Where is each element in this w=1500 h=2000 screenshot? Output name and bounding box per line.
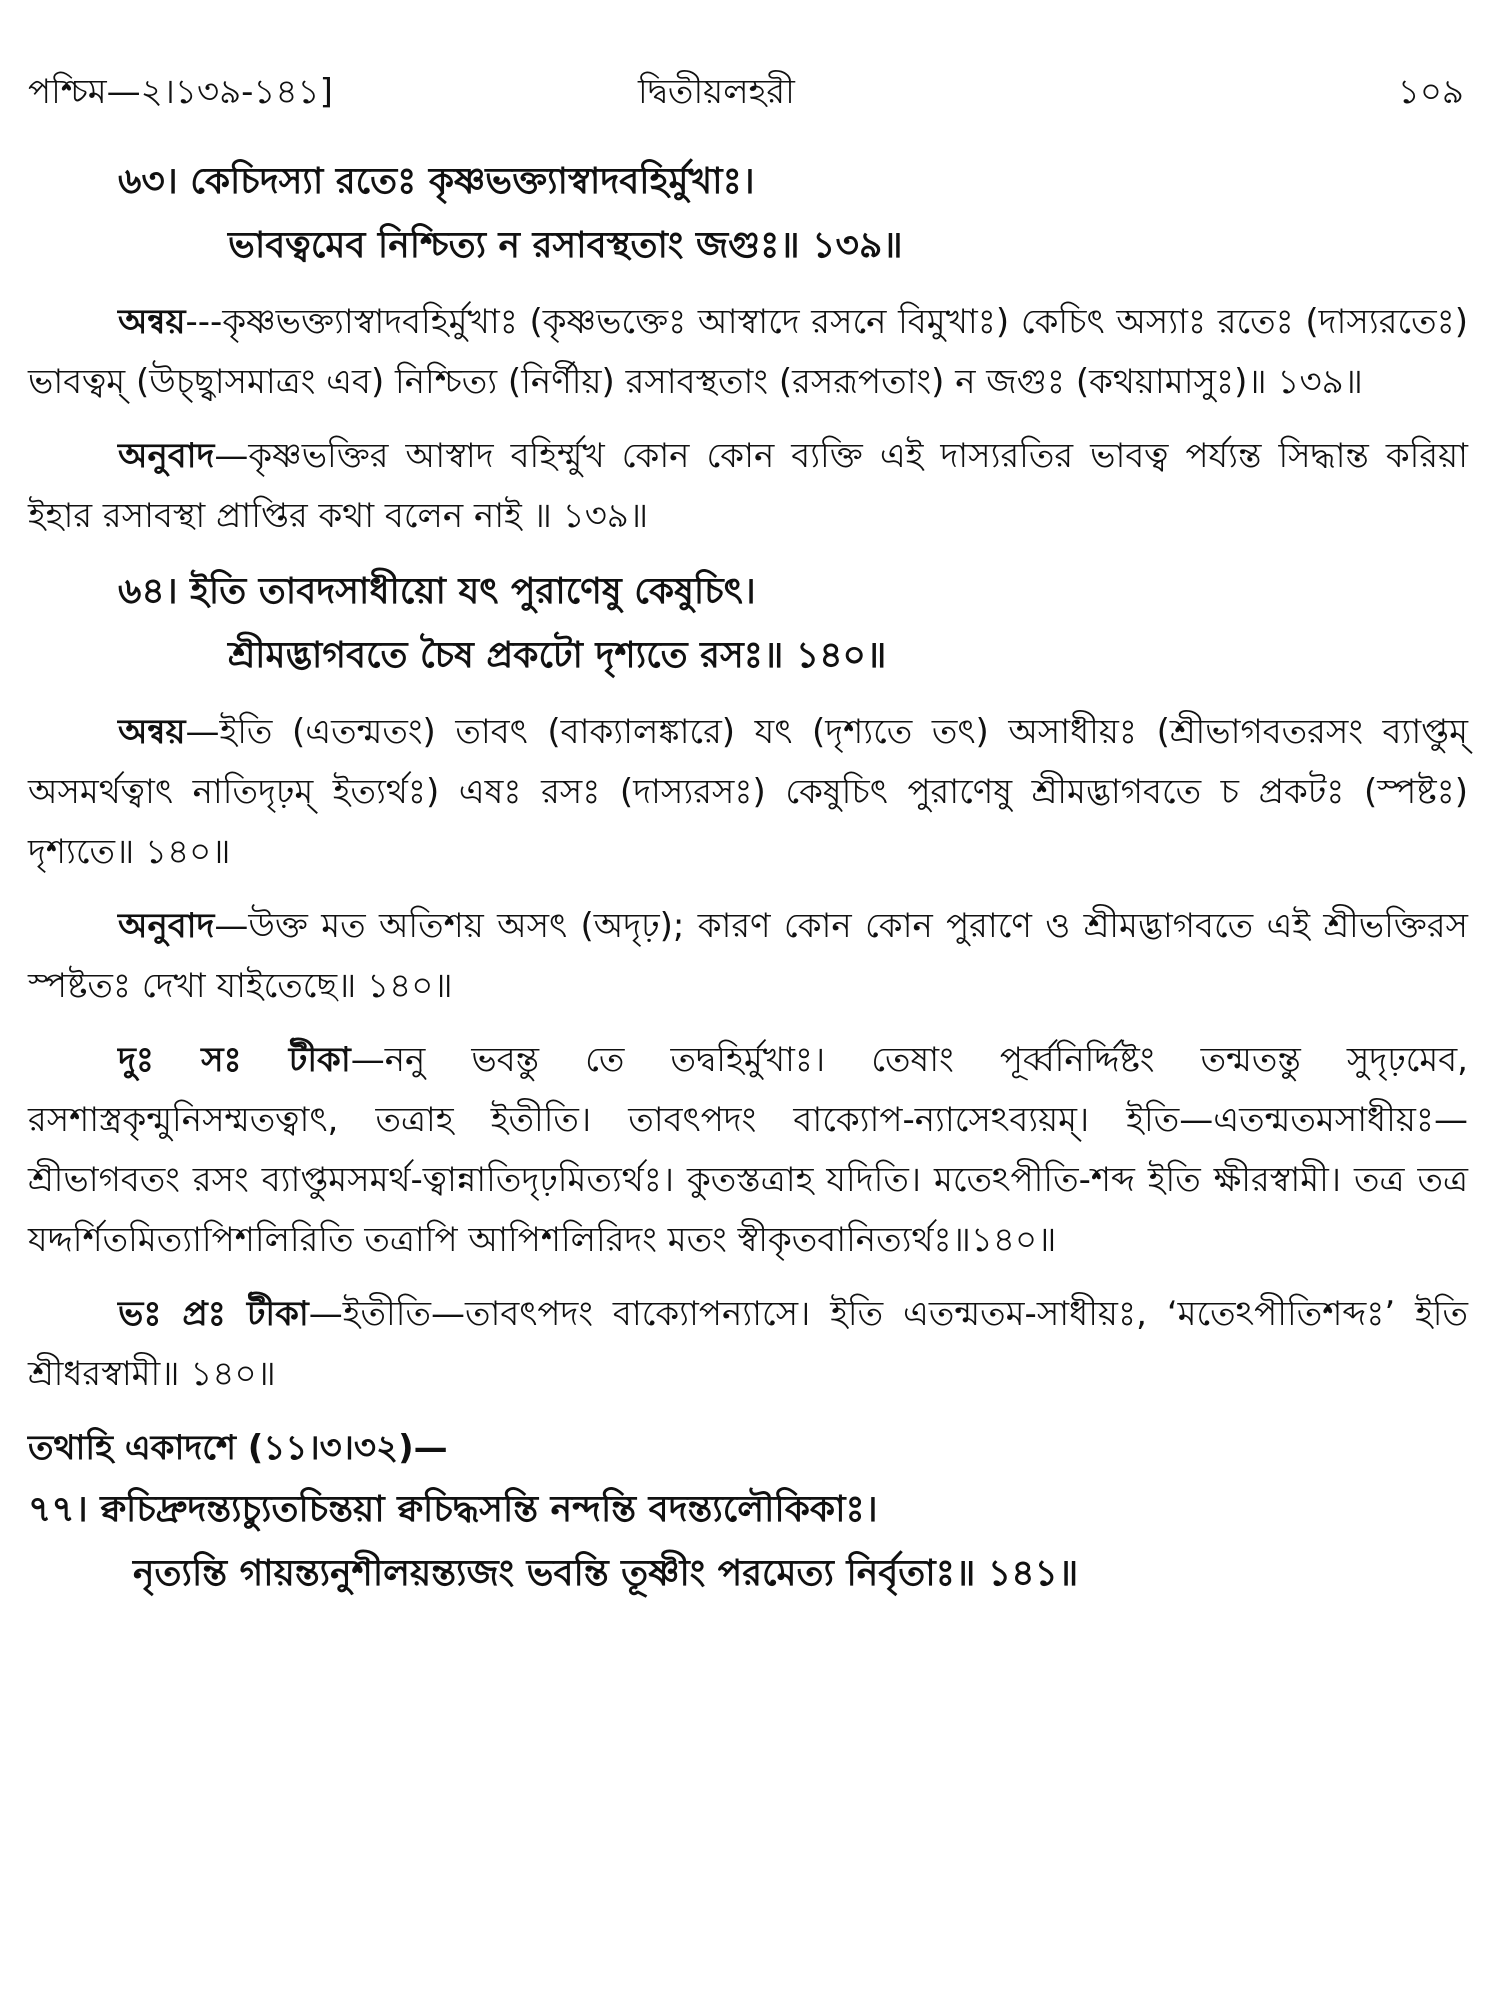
anuvad-140 (28, 896, 1468, 1016)
anvaya-label: অন্বয় (118, 302, 186, 342)
tika-text: —ননু ভবন্তু তে তদ্বহির্মুখাঃ। তেষাং পূর্ব্বনির্দ্দিষ্টং তন্মতন্তু সুদৃঢ়মেব, রসশাস্ত্রকৃন্মুনিসম্মতত্বাৎ, তত্রাহ ইতীতি। তাবৎপদং বাক্যোপ-ন্যাসেঽব্যয়ম্। ইতি—এতন্মতমসাধীয়ঃ—শ্রীভাগবতং রসং ব্যাপ্তুমসমর্থ-ত্বান্নাতিদৃঢ়মিত্যর্থঃ। কুতস্তত্রাহ যদিতি। মতেঽপীতি-শব্দ ইতি ক্ষীরস্বামী। তত্র তত্র যদ্দর্শিতমিত্যাপিশলিরিতি তত্রাপি আপিশলিরিদং মতং স্বীকৃতবানিত্যর্থঃ॥১৪০॥ (28, 1040, 1468, 1260)
anvaya-label: অন্বয় (118, 712, 186, 752)
header-title: দ্বিতীয়লহরী (638, 72, 795, 112)
tika-text: —ইতীতি—তাবৎপদং বাক্যোপন্যাসে। ইতি এতন্মতম-সাধীয়ঃ, ‘মতেঽপীতিশব্দঃ’ ইতি শ্রীধরস্বামী॥ ১৪০॥ (28, 1294, 1468, 1394)
anuvad-label: অনুবাদ (118, 906, 215, 946)
anuvad-text: —উক্ত মত অতিশয় অসৎ (অদৃঢ়); কারণ কোন কোন পুরাণে ও শ্রীমদ্ভাগবতে এই শ্রীভক্তিরস স্পষ্টতঃ দেখা যাইতেছে॥ ১৪০॥ (28, 906, 1468, 1006)
header-chapter-ref: পশ্চিম—২।১৩৯-১৪১] (28, 72, 333, 112)
anvaya-text: ---কৃষ্ণভক্ত্যাস্বাদবহির্মুখাঃ (কৃষ্ণভক্তেঃ আস্বাদে রসনে বিমুখাঃ) কেচিৎ অস্যাঃ রতেঃ (দাস্যরতেঃ) ভাবত্বম্ (উচ্ছ্বাসমাত্রং এব) নিশ্চিত্য (নির্ণীয়) রসাবস্থতাং (রসরূপতাং) ন জগুঃ (কথয়ামাসুঃ)॥ ১৩৯॥ (28, 302, 1468, 402)
page-body (28, 150, 1468, 1606)
tika-label: দুঃ সঃ টীকা (118, 1040, 351, 1080)
anuvad-text: —কৃষ্ণভক্তির আস্বাদ বহির্ম্মুখ কোন কোন ব্যক্তি এই দাস্যরতির ভাবত্ব পর্য্যন্ত সিদ্ধান্ত করিয়া ইহার রসাবস্থা প্রাপ্তির কথা বলেন নাই ॥ ১৩৯॥ (28, 436, 1468, 536)
verse-63 (28, 150, 1468, 278)
anvaya-139 (28, 292, 1468, 412)
page-number: ১০৯ (1397, 72, 1464, 112)
bhakti-tika-140 (28, 1284, 1468, 1404)
verse-line: ৭৭। ক্বচিদ্রুদন্ত্যচ্যুতচিন্তয়া ক্বচিদ্ধসন্তি নন্দন্তি বদন্ত্যলৌকিকাঃ। (28, 1489, 878, 1530)
page-header (28, 62, 1464, 122)
verse-line: শ্রীমদ্ভাগবতে চৈষ প্রকটো দৃশ্যতে রসঃ॥ ১৪০॥ (228, 635, 887, 676)
durgama-tika-140 (28, 1030, 1468, 1270)
verse-line: নৃত্যন্তি গায়ন্ত্যনুশীলয়ন্ত্যজং ভবন্তি তূষ্ণীং পরমেত্য নির্বৃতাঃ॥ ১৪১॥ (133, 1553, 1079, 1594)
verse-line: ভাবত্বমেব নিশ্চিত্য ন রসাবস্থতাং জগুঃ॥ ১৩৯॥ (228, 225, 903, 266)
verse-line: ৬৩। কেচিদস্যা রতেঃ কৃষ্ণভক্ত্যাস্বাদবহির্মুখাঃ। (118, 161, 755, 202)
anuvad-139 (28, 426, 1468, 546)
anuvad-label: অনুবাদ (118, 436, 215, 476)
verse-77 (28, 1478, 1468, 1606)
anvaya-140 (28, 702, 1468, 882)
anvaya-text: —ইতি (এতন্মতং) তাবৎ (বাক্যালঙ্কারে) যৎ (দৃশ্যতে তৎ) অসাধীয়ঃ (শ্রীভাগবতরসং ব্যাপ্তুম্ অসমর্থত্বাৎ নাতিদৃঢ়ম্ ইত্যর্থঃ) এষঃ রসঃ (দাস্যরসঃ) কেষুচিৎ পুরাণেষু শ্রীমদ্ভাগবতে চ প্রকটঃ (স্পষ্টঃ) দৃশ্যতে॥ ১৪০॥ (28, 712, 1468, 872)
verse-64 (28, 560, 1468, 688)
verse-line: ৬৪। ইতি তাবদসাধীয়ো যৎ পুরাণেষু কেষুচিৎ। (118, 571, 756, 612)
tika-label: ভঃ প্রঃ টীকা (118, 1294, 309, 1334)
citation-heading: তথাহি একাদশে (১১।৩।৩২)— (28, 1428, 448, 1468)
